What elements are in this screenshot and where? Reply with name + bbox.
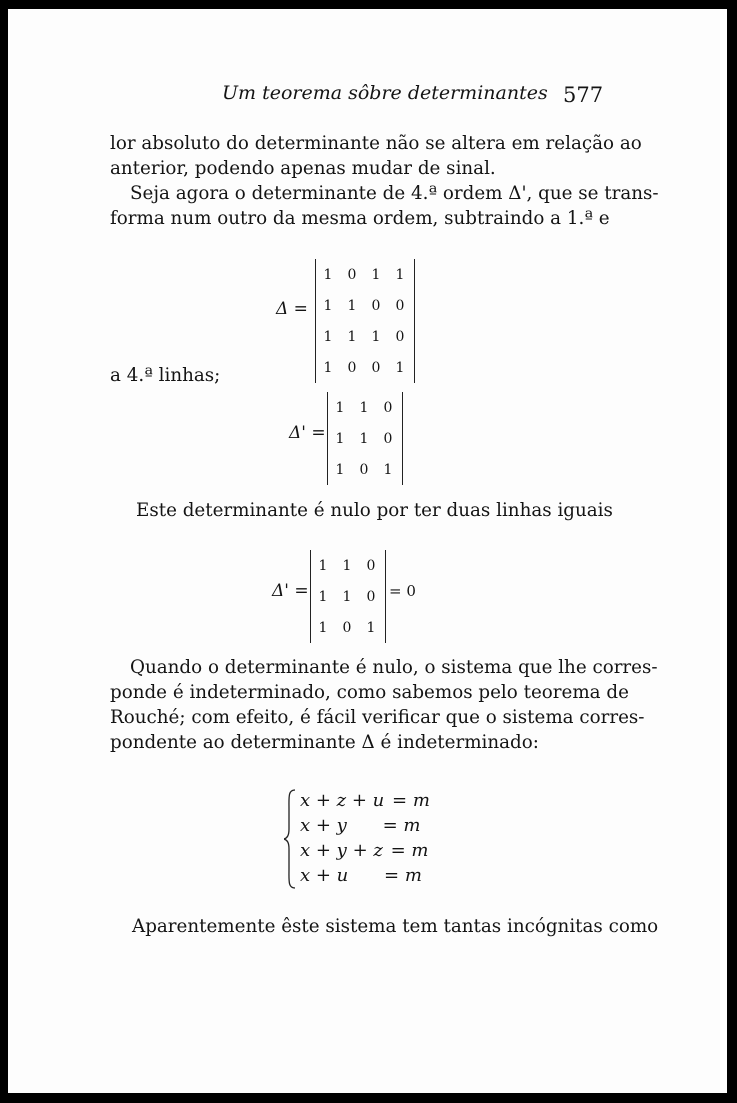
matrix-delta-prime-label: Δ' = <box>289 423 326 443</box>
matrix-cell: 1 <box>335 461 345 478</box>
matrix-row <box>328 392 402 423</box>
matrix-delta-prime-zero <box>310 550 386 643</box>
matrix-delta-prime <box>327 392 403 485</box>
matrix-cell: 1 <box>371 328 381 345</box>
matrix-cell: 1 <box>383 461 393 478</box>
matrix-row <box>328 454 402 485</box>
matrix-cell: 1 <box>359 430 369 447</box>
matrix-cell: 1 <box>347 328 357 345</box>
equation-rhs: = m <box>382 815 421 836</box>
matrix-row <box>316 290 414 321</box>
equation-3 <box>300 840 428 865</box>
equation-lhs: x + z + u <box>300 790 385 811</box>
matrix-row <box>311 550 385 581</box>
text-line-11: Aparentemente êste sistema tem tantas incógnitas como <box>132 916 659 937</box>
text-line-4: forma num outro da mesma ordem, subtraindo a 1.ª e <box>110 208 610 229</box>
page-number: 577 <box>563 83 604 107</box>
matrix-cell: 0 <box>371 359 381 376</box>
matrix-cell: 0 <box>366 557 376 574</box>
matrix-cell: 1 <box>366 619 376 636</box>
left-brace-icon <box>284 789 296 889</box>
matrix-cell: 1 <box>335 399 345 416</box>
matrix-delta-label: Δ = <box>276 299 308 319</box>
matrix-cell: 1 <box>342 588 352 605</box>
running-title: Um teorema sôbre determinantes <box>222 82 548 104</box>
text-line-9: Rouché; com efeito, é fácil verificar que o sistema corres- <box>110 707 645 728</box>
text-line-7: Quando o determinante é nulo, o sistema que lhe corres- <box>130 657 658 678</box>
matrix-cell: 0 <box>395 328 405 345</box>
determinant-result: = 0 <box>389 582 416 600</box>
matrix-cell: 0 <box>342 619 352 636</box>
matrix-cell: 1 <box>318 619 328 636</box>
text-line-10: pondente ao determinante Δ é indeterminado: <box>110 732 539 753</box>
matrix-cell: 1 <box>318 588 328 605</box>
matrix-cell: 1 <box>323 266 333 283</box>
matrix-cell: 1 <box>347 297 357 314</box>
matrix-cell: 0 <box>347 266 357 283</box>
matrix-cell: 1 <box>359 399 369 416</box>
matrix-cell: 0 <box>371 297 381 314</box>
matrix-cell: 1 <box>323 328 333 345</box>
text-line-3: Seja agora o determinante de 4.ª ordem Δ', que se trans- <box>130 183 659 204</box>
matrix-cell: 0 <box>347 359 357 376</box>
matrix-row <box>316 259 414 290</box>
matrix-row <box>311 612 385 643</box>
equation-2 <box>300 815 420 840</box>
matrix-cell: 0 <box>359 461 369 478</box>
matrix-row <box>311 581 385 612</box>
equation-lhs: x + y + z <box>300 840 383 861</box>
matrix-cell: 1 <box>323 359 333 376</box>
matrix-cell: 0 <box>383 430 393 447</box>
text-line-6: Este determinante é nulo por ter duas linhas iguais <box>136 500 613 521</box>
matrix-cell: 1 <box>342 557 352 574</box>
text-line-1: lor absoluto do determinante não se altera em relação ao <box>110 133 642 154</box>
matrix-row <box>328 423 402 454</box>
matrix-cell: 0 <box>383 399 393 416</box>
matrix-cell: 0 <box>395 297 405 314</box>
text-line-5: a 4.ª linhas; <box>110 365 221 386</box>
matrix-cell: 1 <box>323 297 333 314</box>
text-line-8: ponde é indeterminado, como sabemos pelo teorema de <box>110 682 629 703</box>
matrix-cell: 1 <box>318 557 328 574</box>
matrix-row <box>316 321 414 352</box>
equation-rhs: = m <box>384 865 422 886</box>
equation-rhs: = m <box>390 840 429 861</box>
equation-rhs: = m <box>392 790 430 811</box>
matrix-cell: 0 <box>366 588 376 605</box>
equation-lhs: x + y <box>300 815 347 836</box>
matrix-cell: 1 <box>335 430 345 447</box>
matrix-cell: 1 <box>395 266 405 283</box>
book-page <box>8 9 727 1093</box>
text-line-2: anterior, podendo apenas mudar de sinal. <box>110 158 496 179</box>
equation-1 <box>300 790 430 815</box>
equation-lhs: x + u <box>300 865 349 886</box>
matrix-cell: 1 <box>395 359 405 376</box>
matrix-cell: 1 <box>371 266 381 283</box>
running-header <box>8 79 727 113</box>
matrix-delta-prime-zero-label: Δ' = <box>272 581 309 601</box>
equation-4 <box>300 865 422 890</box>
